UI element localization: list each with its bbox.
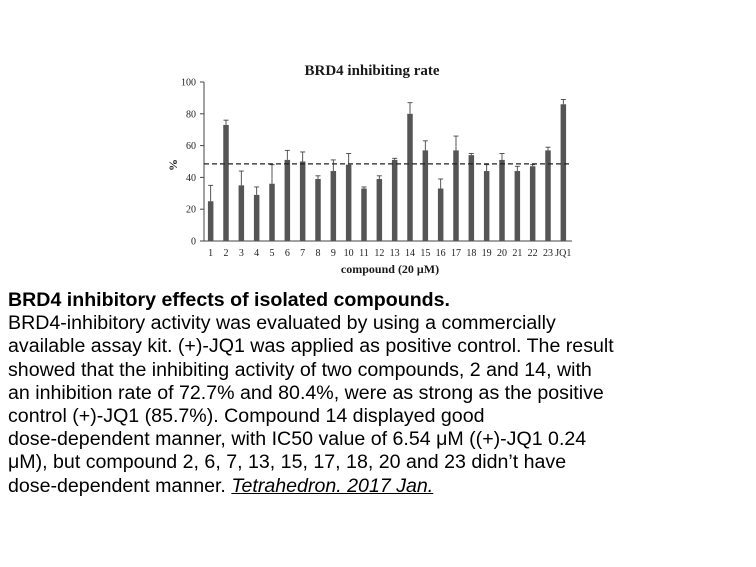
bar — [331, 171, 337, 241]
bar — [438, 189, 444, 241]
x-tick-label: 23 — [543, 248, 553, 259]
bar — [239, 185, 245, 241]
x-tick-label: 7 — [300, 248, 306, 259]
bar — [499, 160, 505, 241]
bar — [346, 165, 352, 241]
x-tick-label: 2 — [223, 248, 229, 259]
figure-caption — [8, 289, 753, 498]
y-tick-label: 60 — [186, 141, 196, 153]
y-tick-label: 20 — [186, 204, 196, 216]
y-tick-label: 100 — [181, 77, 196, 89]
bar — [407, 114, 413, 241]
y-tick-label: 80 — [186, 109, 196, 121]
x-tick-label: 17 — [451, 248, 461, 259]
x-tick-label: 20 — [497, 248, 507, 259]
y-axis-label: % — [166, 159, 180, 171]
bar — [469, 155, 475, 241]
caption-last-text: dose-dependent manner. — [8, 474, 226, 497]
x-tick-label: 3 — [238, 248, 244, 259]
x-tick-label: 13 — [389, 248, 400, 259]
x-tick-label: 22 — [527, 248, 538, 259]
x-tick-label: 5 — [269, 248, 275, 259]
chart-title: BRD4 inhibiting rate — [304, 63, 440, 79]
caption-line: μM), but compound 2, 6, 7, 13, 15, 17, 18, 20 and 23 didn’t have — [8, 451, 567, 474]
caption-line: BRD4-inhibitory activity was evaluated by using a commercially — [8, 312, 556, 335]
bar — [377, 179, 383, 241]
bar — [285, 160, 291, 241]
caption-line: available assay kit. (+)-JQ1 was applied as positive control. The result — [8, 335, 614, 358]
caption-line: control (+)-JQ1 (85.7%). Compound 14 displayed good — [8, 405, 485, 428]
caption-line: showed that the inhibiting activity of two compounds, 2 and 14, with — [8, 358, 592, 381]
x-tick-label: 10 — [343, 248, 354, 259]
bar — [392, 160, 398, 241]
bar — [515, 171, 521, 241]
bar — [269, 184, 275, 241]
x-tick-label: 14 — [405, 248, 415, 259]
x-tick-label: 12 — [374, 248, 385, 259]
bar — [223, 125, 229, 241]
x-tick-label: 21 — [512, 248, 523, 259]
x-tick-label: 9 — [330, 248, 336, 259]
caption-line: an inhibition rate of 72.7% and 80.4%, were as strong as the positive — [8, 381, 604, 404]
bar — [208, 201, 214, 241]
x-axis-label: compound (20 μM) — [340, 262, 440, 276]
x-tick-label: 8 — [315, 248, 321, 259]
caption-line: dose-dependent manner, with IC50 value of 6.54 μM ((+)-JQ1 0.24 — [8, 428, 587, 451]
bar — [530, 166, 536, 241]
x-tick-label: 1 — [208, 248, 214, 259]
x-tick-label: 18 — [466, 248, 477, 259]
x-tick-label: JQ1 — [555, 248, 572, 259]
bar — [300, 162, 306, 242]
bar — [484, 171, 490, 241]
bar — [315, 179, 321, 241]
x-tick-label: 6 — [284, 248, 290, 259]
citation-link[interactable]: Tetrahedron. 2017 Jan. — [231, 474, 434, 497]
x-tick-label: 4 — [254, 248, 260, 259]
bar — [561, 104, 567, 241]
bar — [254, 195, 260, 241]
plot-area — [181, 78, 572, 260]
y-tick-label: 40 — [186, 172, 196, 184]
caption-body — [8, 312, 753, 498]
x-tick-label: 19 — [481, 248, 492, 259]
bar — [361, 189, 367, 241]
caption-last-line — [8, 475, 753, 498]
x-tick-label: 11 — [359, 248, 369, 259]
y-tick-label: 0 — [191, 236, 196, 248]
x-tick-label: 16 — [435, 248, 446, 259]
x-tick-label: 15 — [420, 248, 431, 259]
caption-title: BRD4 inhibitory effects of isolated compounds. — [8, 289, 450, 311]
